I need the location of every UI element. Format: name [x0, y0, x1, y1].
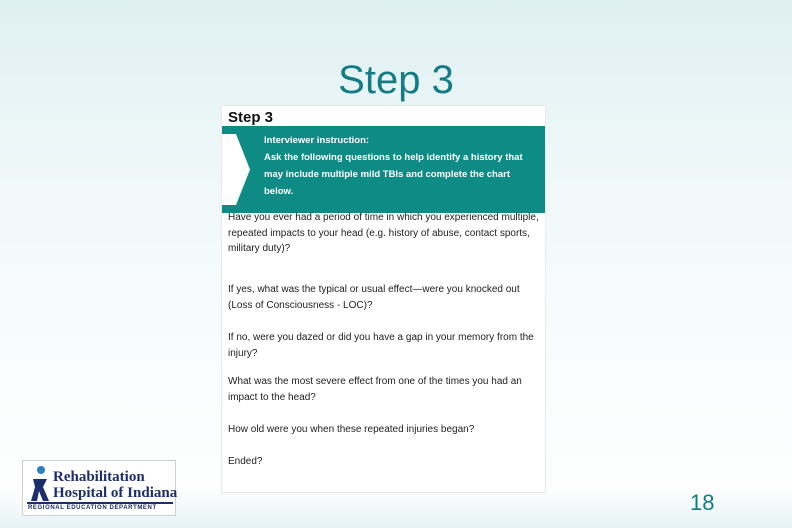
slide-title: Step 3 — [338, 58, 454, 102]
instruction-text-block — [264, 132, 538, 200]
question-3: If no, were you dazed or did you have a gap in your memory from the injury? — [228, 332, 534, 359]
instruction-body: Ask the following questions to help identify a history that may include multiple mild TBIs and complete the chart below. — [264, 152, 523, 197]
hospital-logo — [22, 460, 176, 516]
document-step-label: Step 3 — [228, 109, 274, 126]
logo-line-2: Hospital of Indiana — [53, 485, 178, 501]
person-figure-icon — [29, 465, 51, 505]
question-4: What was the most severe effect from one of the times you had an impact to the head? — [228, 376, 522, 403]
logo-divider — [27, 502, 173, 504]
chevron-right-icon — [222, 126, 252, 213]
slide-page-number: 18 — [690, 490, 715, 515]
instruction-heading: Interviewer instruction: — [264, 135, 370, 146]
question-5: How old were you when these repeated injuries began? — [228, 424, 475, 435]
question-1: Have you ever had a period of time in which you experienced multiple, repeated impacts to your head (e.g. history of abuse, contact sports, military duty)? — [228, 212, 539, 254]
logo-line-1: Rehabilitation — [53, 469, 145, 485]
question-6: Ended? — [228, 456, 263, 467]
logo-line-3: REGIONAL EDUCATION DEPARTMENT — [28, 505, 157, 511]
question-2: If yes, what was the typical or usual effect—were you knocked out (Loss of Consciousness - LOC)? — [228, 284, 520, 311]
document-image — [222, 106, 545, 492]
instruction-banner — [222, 126, 545, 213]
